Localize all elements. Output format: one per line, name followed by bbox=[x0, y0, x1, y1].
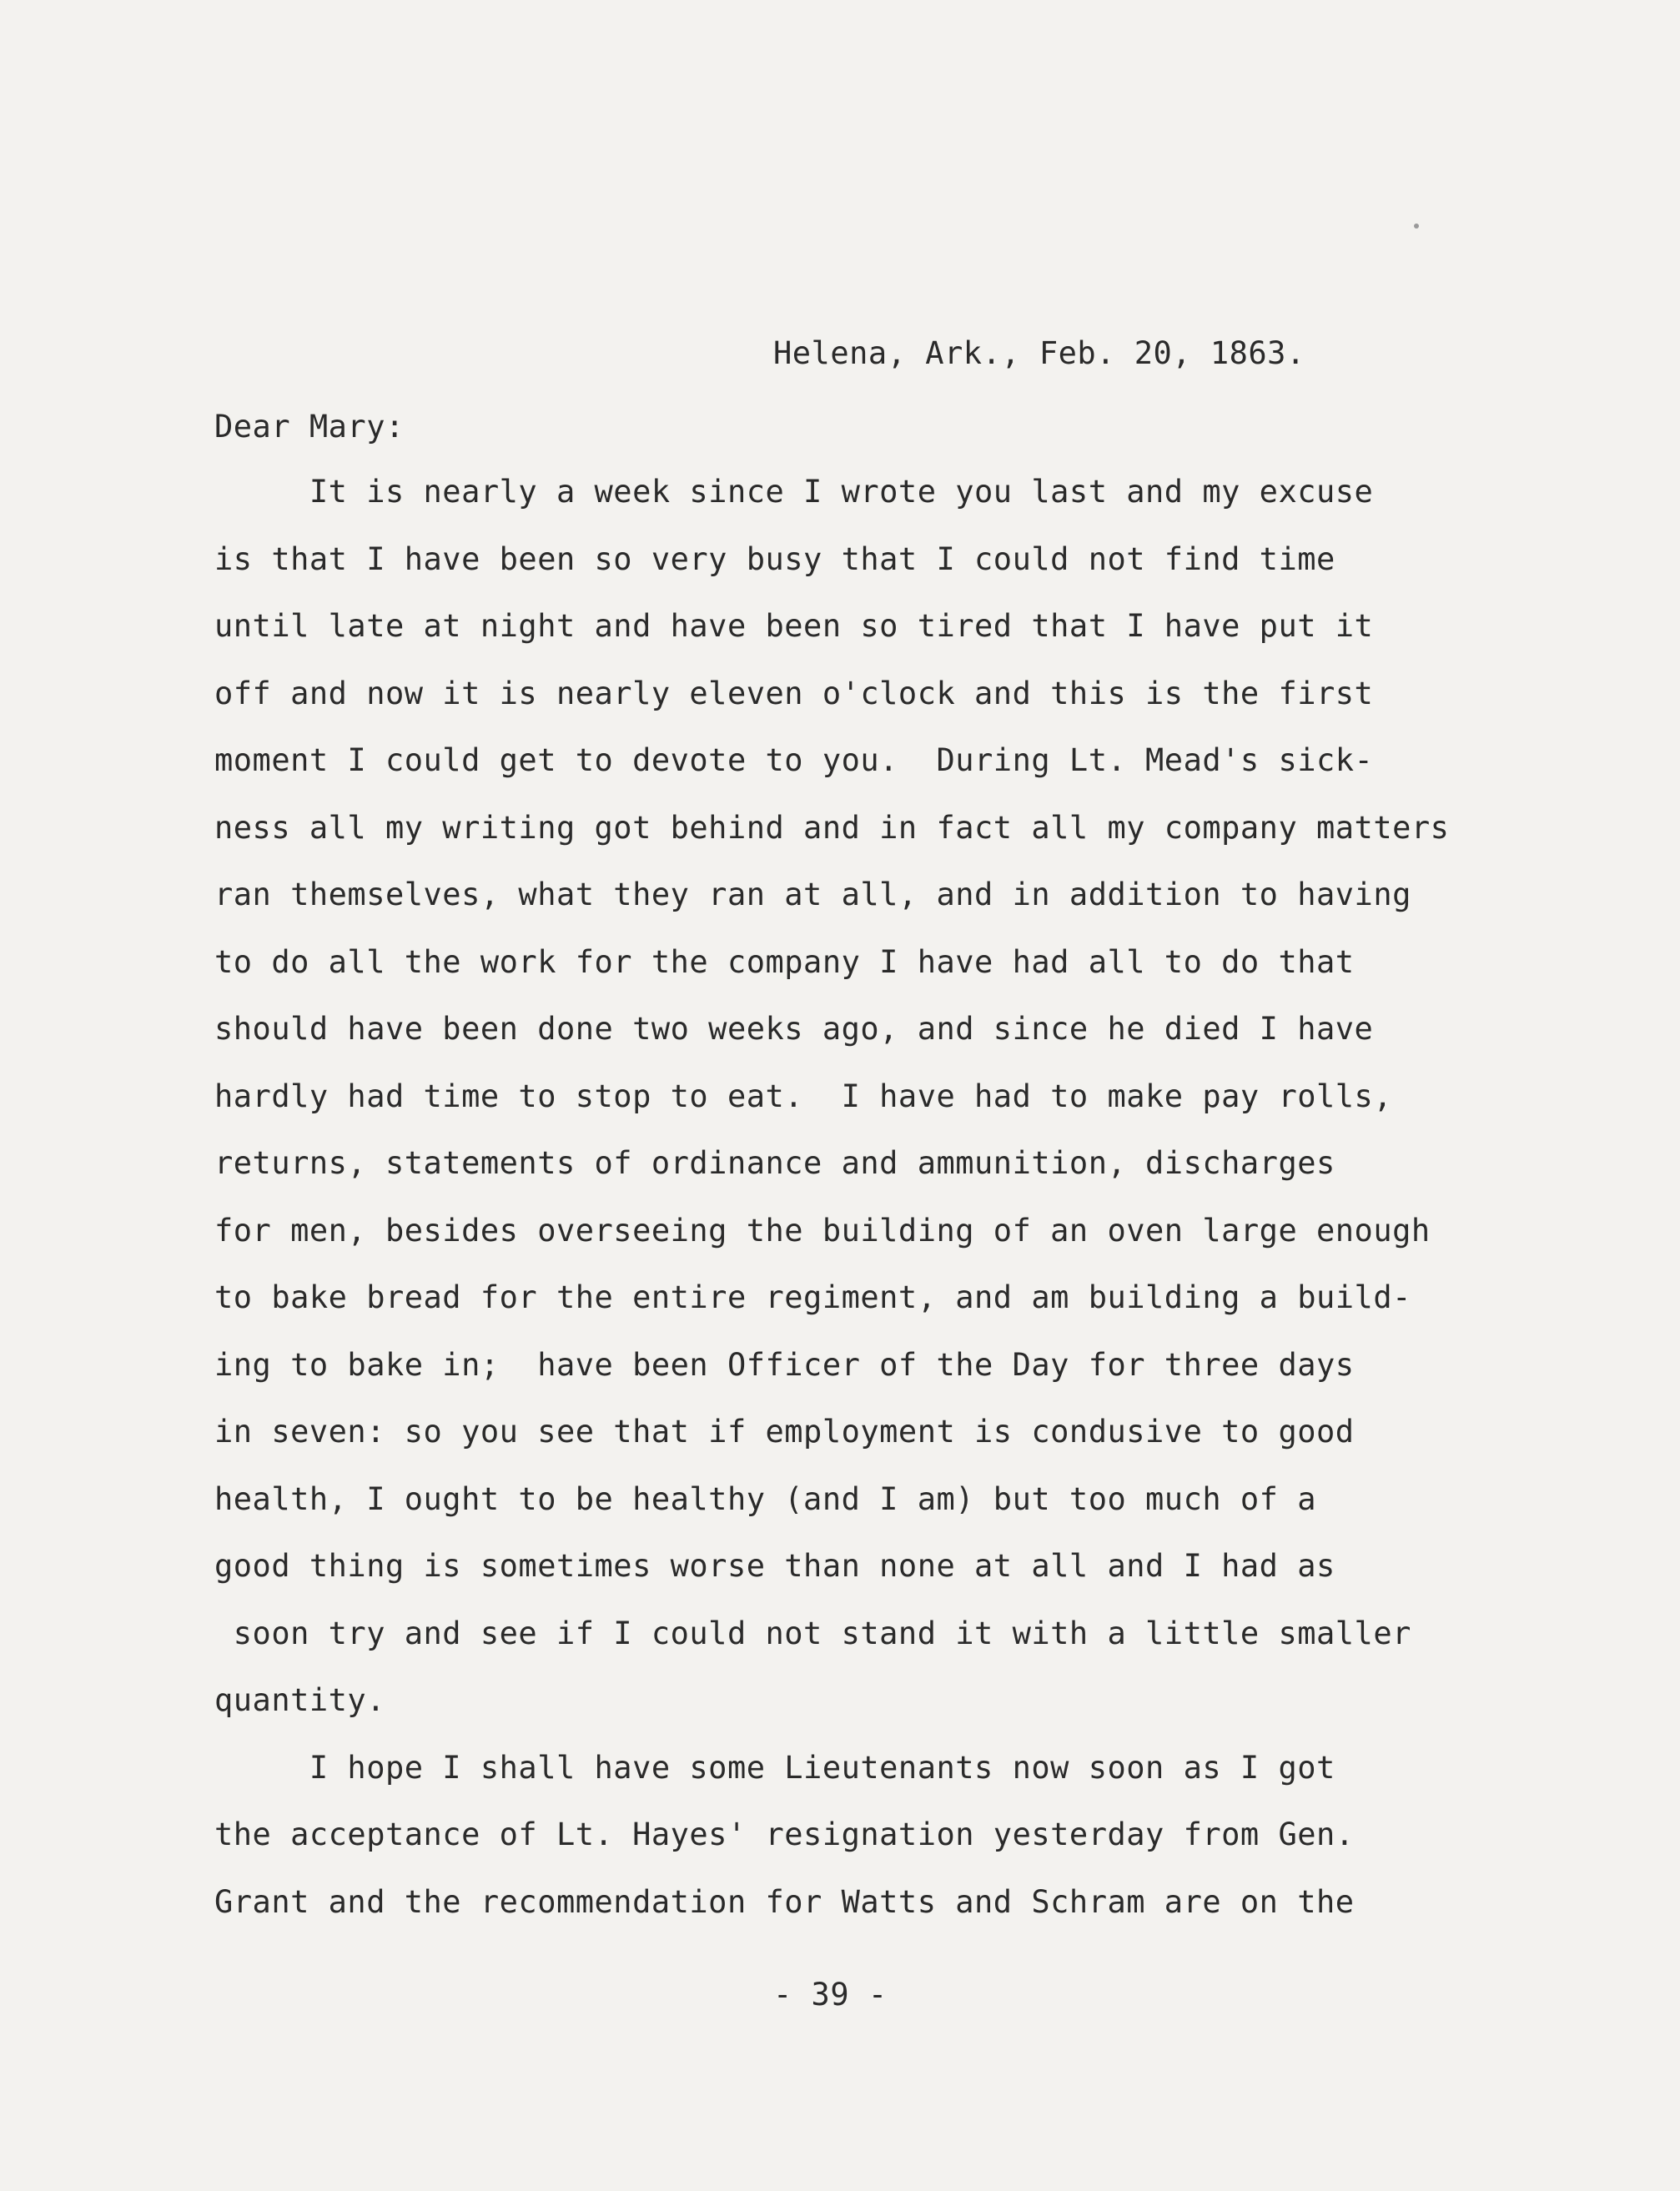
letter-body bbox=[214, 474, 1549, 1951]
paper-speck bbox=[1414, 224, 1419, 229]
letter-line: in seven: so you see that if employment is condusive to good bbox=[214, 1414, 1355, 1450]
letter-line: for men, besides overseeing the building of an oven large enough bbox=[214, 1212, 1431, 1249]
letter-line: should have been done two weeks ago, and since he died I have bbox=[214, 1011, 1374, 1047]
letter-line: to do all the work for the company I have had all to do that bbox=[214, 943, 1355, 980]
letter-line: returns, statements of ordinance and ammunition, discharges bbox=[214, 1145, 1335, 1181]
letter-line: good thing is sometimes worse than none at all and I had as bbox=[214, 1548, 1335, 1584]
letter-line: quantity. bbox=[214, 1682, 385, 1718]
letter-line: I hope I shall have some Lieutenants now soon as I got bbox=[214, 1749, 1335, 1786]
letter-line: Grant and the recommendation for Watts and Schram are on the bbox=[214, 1883, 1355, 1920]
letter-line: ing to bake in; have been Officer of the Day for three days bbox=[214, 1346, 1355, 1383]
salutation: Dear Mary: bbox=[214, 409, 405, 445]
letter-line: to bake bread for the entire regiment, and am building a build- bbox=[214, 1279, 1411, 1315]
letter-line: ness all my writing got behind and in fact all my company matters bbox=[214, 809, 1450, 846]
letter-line: the acceptance of Lt. Hayes' resignation yesterday from Gen. bbox=[214, 1817, 1355, 1852]
dateline: Helena, Ark., Feb. 20, 1863. bbox=[773, 335, 1305, 371]
letter-line: moment I could get to devote to you. During Lt. Mead's sick- bbox=[214, 742, 1374, 778]
letter-line: It is nearly a week since I wrote you last and my excuse bbox=[214, 474, 1374, 510]
letter-line: ran themselves, what they ran at all, and in addition to having bbox=[214, 877, 1411, 912]
letter-line: soon try and see if I could not stand it with a little smaller bbox=[214, 1615, 1411, 1651]
page-number: - 39 - bbox=[773, 1977, 888, 2013]
letter-line: until late at night and have been so tired that I have put it bbox=[214, 608, 1374, 644]
letter-line: health, I ought to be healthy (and I am) but too much of a bbox=[214, 1480, 1317, 1517]
letter-line: off and now it is nearly eleven o'clock and this is the first bbox=[214, 675, 1374, 711]
letter-line: is that I have been so very busy that I could not find time bbox=[214, 540, 1335, 577]
letter-line: hardly had time to stop to eat. I have had to make pay rolls, bbox=[214, 1078, 1393, 1114]
